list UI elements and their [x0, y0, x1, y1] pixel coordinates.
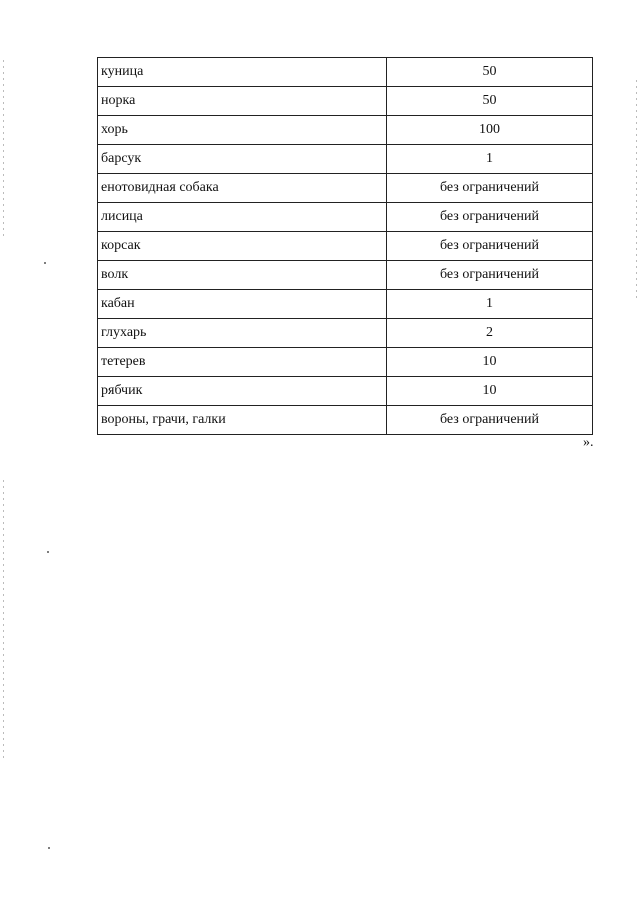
table-row	[98, 58, 593, 87]
table-row	[98, 377, 593, 406]
limit-cell: 10	[387, 348, 593, 377]
limit-cell: 2	[387, 319, 593, 348]
table-row	[98, 203, 593, 232]
scan-edge-line	[3, 60, 4, 240]
limit-cell: без ограничений	[387, 174, 593, 203]
scan-dot	[48, 847, 50, 849]
table-row	[98, 87, 593, 116]
limit-cell: 100	[387, 116, 593, 145]
limits-table	[97, 57, 593, 435]
species-cell: енотовидная собака	[98, 174, 387, 203]
table-row	[98, 261, 593, 290]
table-row	[98, 116, 593, 145]
table-row	[98, 406, 593, 435]
species-cell: лисица	[98, 203, 387, 232]
table-row	[98, 174, 593, 203]
scan-edge-line	[636, 80, 637, 300]
species-cell: тетерев	[98, 348, 387, 377]
table-row	[98, 319, 593, 348]
limit-cell: 50	[387, 58, 593, 87]
limits-table-body	[98, 58, 593, 435]
species-cell: рябчик	[98, 377, 387, 406]
table-row	[98, 232, 593, 261]
scan-dot	[47, 551, 49, 553]
closing-quote-mark: ».	[583, 435, 594, 450]
species-cell: кабан	[98, 290, 387, 319]
species-cell: вороны, грачи, галки	[98, 406, 387, 435]
limit-cell: 1	[387, 145, 593, 174]
table-row	[98, 145, 593, 174]
limit-cell: без ограничений	[387, 232, 593, 261]
species-cell: куница	[98, 58, 387, 87]
limit-cell: без ограничений	[387, 406, 593, 435]
species-cell: глухарь	[98, 319, 387, 348]
species-cell: корсак	[98, 232, 387, 261]
species-cell: барсук	[98, 145, 387, 174]
species-cell: волк	[98, 261, 387, 290]
scan-dot	[44, 262, 46, 264]
limit-cell: 1	[387, 290, 593, 319]
limit-cell: без ограничений	[387, 203, 593, 232]
species-cell: хорь	[98, 116, 387, 145]
limit-cell: без ограничений	[387, 261, 593, 290]
scan-edge-line	[3, 480, 4, 760]
species-cell: норка	[98, 87, 387, 116]
table-row	[98, 348, 593, 377]
limit-cell: 50	[387, 87, 593, 116]
table-row	[98, 290, 593, 319]
limit-cell: 10	[387, 377, 593, 406]
